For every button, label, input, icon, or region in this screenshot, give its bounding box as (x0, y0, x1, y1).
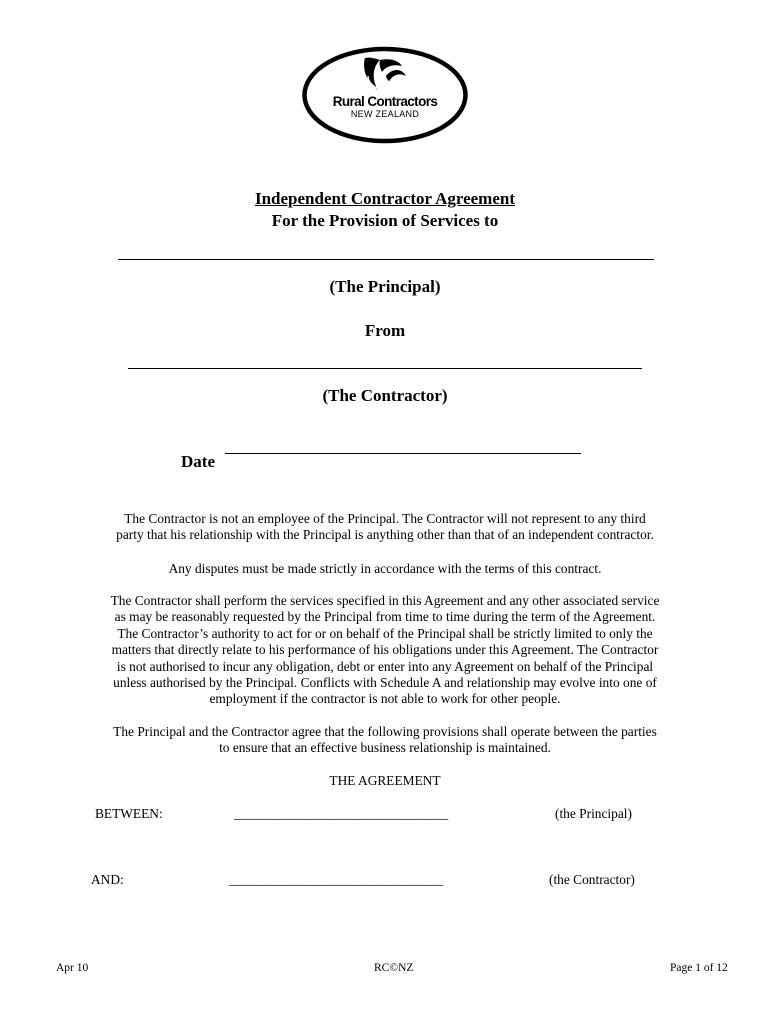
date-label: Date (181, 452, 215, 471)
paragraph-independence (50, 511, 720, 544)
paragraph-line: The Contractor’s authority to act for or on behalf of the Principal shall be strictly limited to only the (117, 625, 653, 641)
paragraph-line: The Principal and the Contractor agree that the following provisions shall operate between the parties (113, 724, 657, 739)
between-label: BETWEEN: (95, 806, 163, 821)
contractor-name-line (128, 368, 642, 369)
from-label: From (364, 321, 406, 340)
paragraph-line: is not authorised to incur any obligation, debt or enter into any Agreement on behalf of the Principal (116, 658, 654, 674)
paragraph-line: unless authorised by the Principal. Conflicts with Schedule A and relationship may evolve into one of (113, 675, 657, 691)
principal-label: (The Principal) (329, 277, 441, 296)
and-blank: ________________________________ (229, 872, 444, 887)
paragraph-line: The Contractor is not an employee of the Principal. The Contractor will not represent to any third (124, 511, 646, 526)
agreement-heading: THE AGREEMENT (329, 773, 441, 788)
logo-country: NEW ZEALAND (350, 109, 420, 119)
between-blank: ________________________________ (234, 806, 449, 821)
document-title: Independent Contractor Agreement (254, 189, 515, 208)
footer-copyright: RC©NZ (374, 962, 414, 974)
and-party: (the Contractor) (549, 872, 635, 887)
document-subtitle: For the Provision of Services to (271, 211, 499, 230)
paragraph-line: Any disputes must be made strictly in accordance with the terms of this contract. (168, 561, 602, 576)
principal-name-line (118, 259, 654, 260)
paragraph-line: employment if the contractor is not able to work for other people. (209, 691, 561, 707)
paragraph-line: matters that directly relate to his performance of his obligations under this Agreement. The Contractor (111, 642, 659, 658)
paragraph-line: party that his relationship with the Principal is anything other than that of an independent contractor. (116, 527, 654, 543)
paragraph-line: as may be reasonably requested by the Principal from time to time during the term of the Agreement. (114, 609, 656, 625)
paragraph-disputes (50, 561, 720, 577)
between-party: (the Principal) (555, 806, 632, 821)
footer-date: Apr 10 (56, 962, 89, 974)
paragraph-provisions (50, 724, 720, 757)
date-field (181, 452, 215, 472)
paragraph-line: to ensure that an effective business relationship is maintained. (219, 740, 551, 756)
footer-page-number: Page 1 of 12 (670, 962, 728, 974)
paragraph-services (50, 593, 720, 708)
paragraph-line: The Contractor shall perform the services specified in this Agreement and any other associated service (110, 593, 660, 608)
logo-name: Rural Contractors (332, 94, 438, 109)
contractor-label: (The Contractor) (322, 386, 448, 405)
date-line (225, 453, 581, 454)
and-label: AND: (91, 872, 124, 887)
rural-contractors-logo (302, 46, 468, 144)
